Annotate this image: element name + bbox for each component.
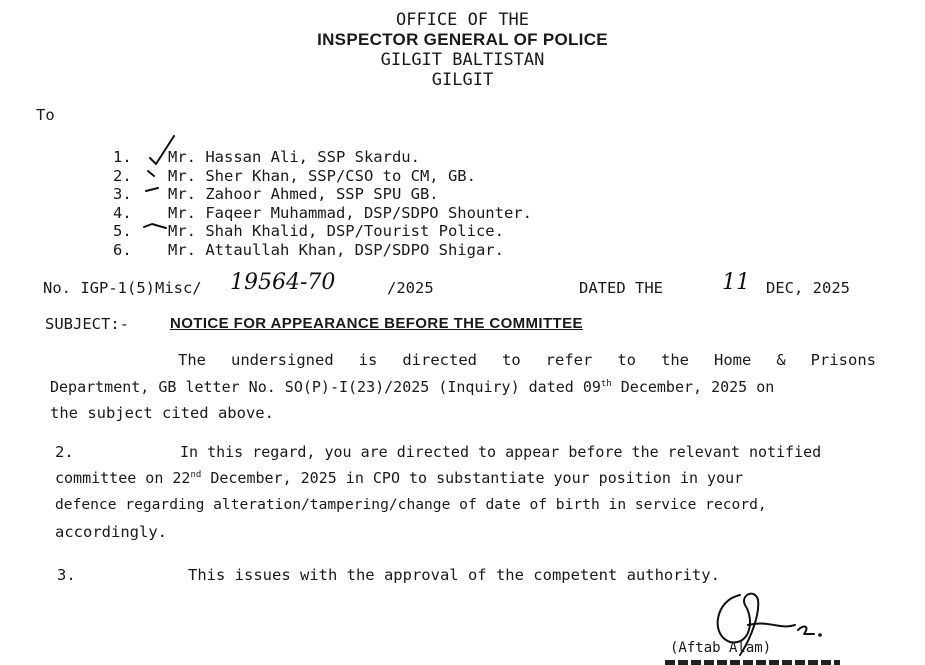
recipient-number: 1.: [113, 148, 132, 166]
recipient-number: 3.: [113, 185, 132, 203]
recipient-name: Mr. Sher Khan, SSP/CSO to CM, GB.: [168, 167, 476, 185]
ref-prefix: No. IGP-1(5)Misc/: [43, 279, 202, 297]
signatory-name: (Aftab Alam): [670, 640, 772, 656]
superscript: nd: [190, 470, 202, 480]
recipient-name: Mr. Zahoor Ahmed, SSP SPU GB.: [168, 185, 439, 203]
paragraph-3-number: 3.: [57, 566, 76, 584]
p1-line2-text-end: December, 2025 on: [611, 378, 775, 396]
recipient-number: 4.: [113, 204, 132, 222]
word: directed: [402, 351, 477, 369]
word: the: [661, 351, 689, 369]
word: refer: [545, 351, 593, 369]
subject-label: SUBJECT:-: [45, 315, 129, 333]
recipient-number: 6.: [113, 241, 132, 259]
word: &: [776, 351, 786, 369]
date-suffix: DEC, 2025: [766, 279, 850, 297]
ref-year: /2025: [387, 279, 434, 297]
handwritten-day: 11: [722, 270, 750, 295]
word: Home: [714, 351, 752, 369]
p2-line2-text-end: December, 2025 in CPO to substantiate your position in your: [201, 469, 744, 487]
recipient-name: Mr. Shah Khalid, DSP/Tourist Police.: [168, 222, 504, 240]
inspector-general-heading: INSPECTOR GENERAL OF POLICE: [317, 30, 608, 49]
word: to: [501, 351, 521, 369]
paragraph-1-line-2: [50, 378, 774, 396]
paragraph-2-line-4: accordingly.: [55, 523, 167, 541]
cut-off-designation: [665, 660, 840, 665]
handwritten-ref-number: 19564-70: [230, 270, 336, 295]
office-of-the: OFFICE OF THE: [395, 10, 530, 30]
tick-marks-icon: [140, 128, 180, 243]
dated-label: DATED THE: [579, 279, 663, 297]
paragraph-2-line-2: [55, 469, 743, 487]
paragraph-2-line-3: defence regarding alteration/tampering/change of date of birth in service record,: [55, 496, 767, 513]
word: The: [178, 351, 206, 369]
word: undersigned: [231, 351, 334, 369]
recipient-name: Mr. Attaullah Khan, DSP/SDPO Shigar.: [168, 241, 504, 259]
recipient-number: 2.: [113, 167, 132, 185]
word: Prisons: [810, 351, 876, 369]
recipient-number: 5.: [113, 222, 132, 240]
paragraph-1-line-3: the subject cited above.: [50, 404, 274, 422]
p2-line2-text: committee on 22: [55, 469, 191, 487]
paragraph-3-text: This issues with the approval of the competent authority.: [188, 566, 720, 584]
to-label: To: [36, 106, 55, 124]
gilgit-baltistan-heading: GILGIT BALTISTAN: [380, 50, 545, 70]
recipient-name: Mr. Hassan Ali, SSP Skardu.: [168, 148, 420, 166]
p1-line2-text: Department, GB letter No. SO(P)-I(23)/2025 (Inquiry) dated 09: [50, 378, 601, 396]
superscript: th: [600, 379, 612, 389]
paragraph-2-line-1: In this regard, you are directed to appear before the relevant notified: [180, 443, 822, 461]
word: to: [617, 351, 636, 369]
word: is: [358, 351, 378, 369]
paragraph-1-line-1: [178, 351, 876, 369]
recipient-name: Mr. Faqeer Muhammad, DSP/SDPO Shounter.: [168, 204, 532, 222]
paragraph-2-number: 2.: [55, 443, 74, 461]
subject-title: NOTICE FOR APPEARANCE BEFORE THE COMMITTEE: [170, 315, 583, 332]
gilgit-heading: GILGIT: [431, 70, 494, 90]
